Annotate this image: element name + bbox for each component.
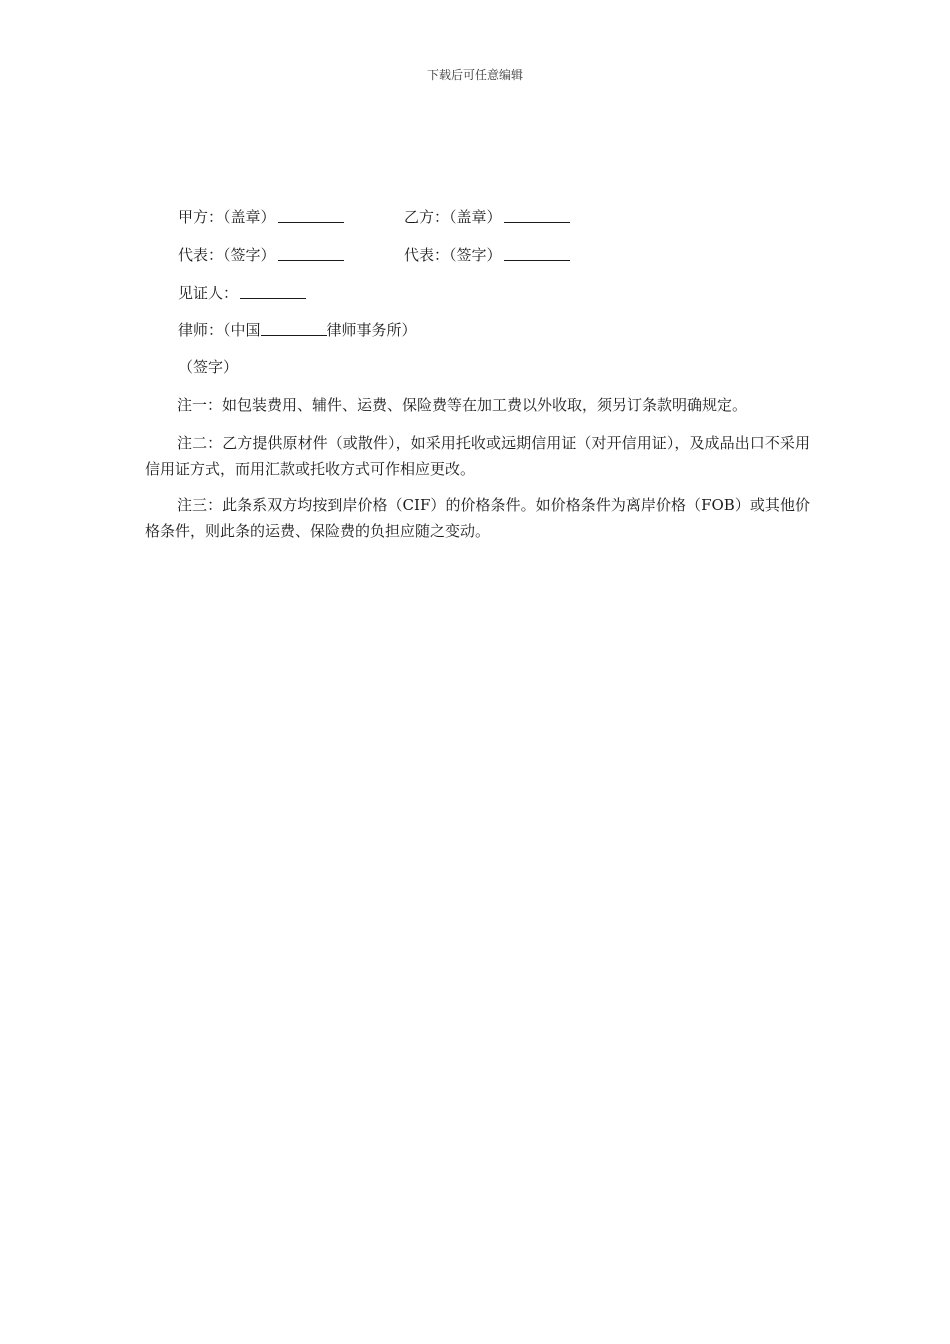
party-a-blank[interactable] (278, 207, 344, 223)
lawyer-line (178, 320, 417, 340)
lawyer-suffix: 律师事务所） (326, 321, 417, 339)
lawyer-prefix: 律师：（中国 (178, 321, 261, 339)
party-a-signature-line (178, 207, 346, 227)
sign-label: （签字） (178, 358, 239, 376)
rep-a-signature-line (178, 245, 346, 265)
party-a-label: 甲方：（盖章） (178, 208, 276, 226)
party-b-blank[interactable] (504, 207, 570, 223)
party-b-label: 乙方：（盖章） (404, 208, 502, 226)
note-3: 注三：此条系双方均按到岸价格（CIF）的价格条件。如价格条件为离岸价格（FOB）或其他价格条件，则此条的运费、保险费的负担应随之变动。 (145, 496, 810, 540)
note-1: 注一：如包装费用、辅件、运费、保险费等在加工费以外收取，须另订条款明确规定。 (177, 396, 748, 414)
rep-a-blank[interactable] (278, 245, 344, 261)
witness-label: 见证人： (178, 284, 239, 302)
rep-a-label: 代表：（签字） (178, 246, 276, 264)
witness-line (178, 283, 308, 303)
rep-b-blank[interactable] (504, 245, 570, 261)
law-firm-blank[interactable] (261, 320, 327, 336)
rep-b-signature-line (404, 245, 572, 265)
rep-b-label: 代表：（签字） (404, 246, 502, 264)
note-2: 注二：乙方提供原材件（或散件），如采用托收或远期信用证（对开信用证），及成品出口不采用信用证方式，而用汇款或托收方式可作相应更改。 (145, 434, 810, 478)
party-b-signature-line (404, 207, 572, 227)
page-header: 下载后可任意编辑 (426, 68, 523, 82)
witness-blank[interactable] (240, 283, 306, 299)
